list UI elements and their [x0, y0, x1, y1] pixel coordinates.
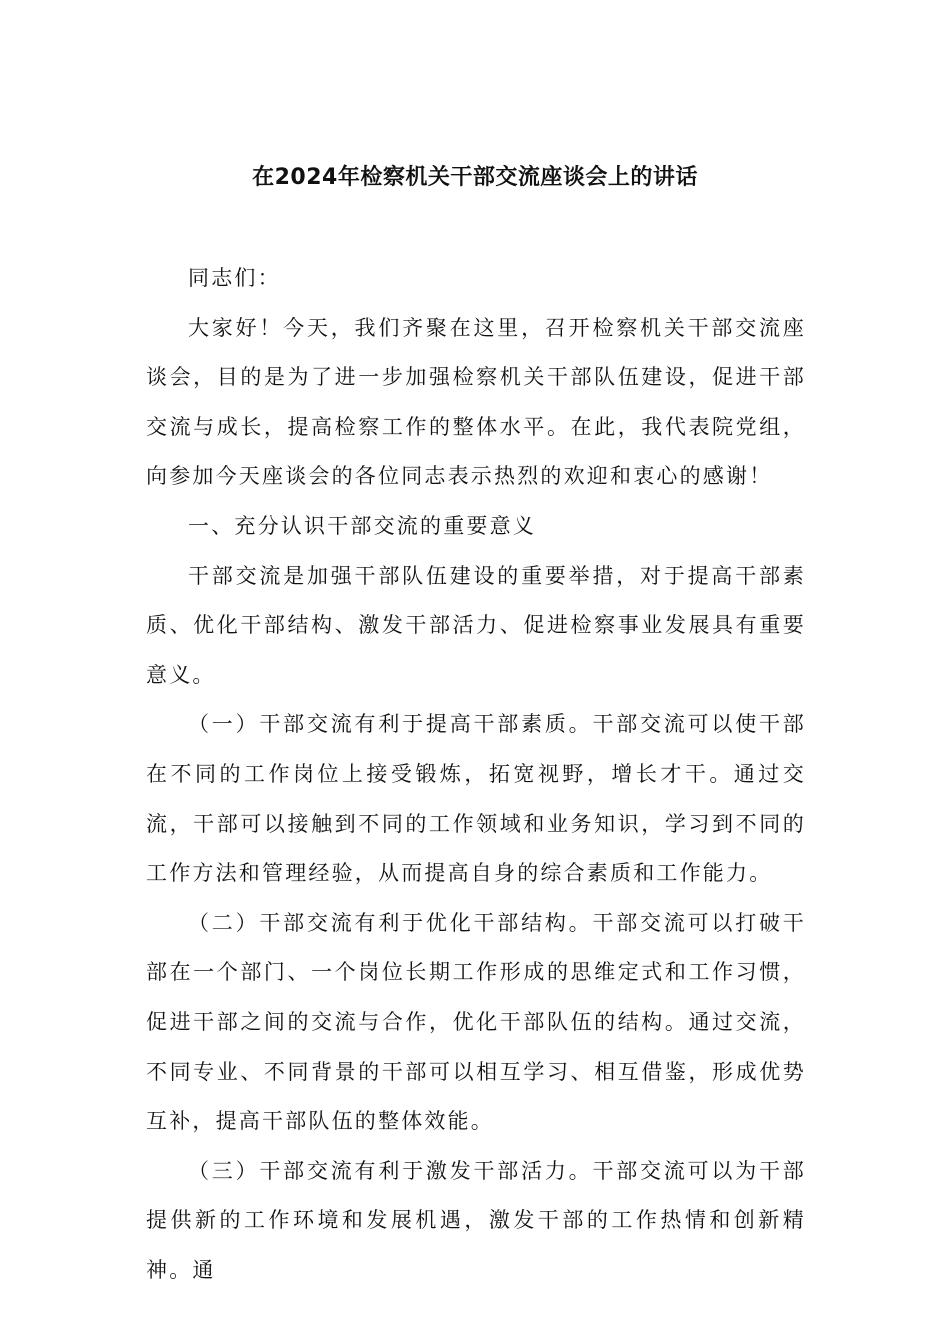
salutation: 同志们： [188, 266, 281, 290]
paragraph-point-2: （二）干部交流有利于优化干部结构。干部交流可以打破干部在一个部门、一个岗位长期工作形成的思维定式和工作习惯，促进干部之间的交流与合作，优化干部队伍的结构。通过交流，不同专业、不同背景的干部可以相互学习、相互借鉴，形成优势互补，提高干部队伍的整体效能。 [146, 910, 806, 1134]
paragraph-greeting: 大家好！今天，我们齐聚在这里，召开检察机关干部交流座谈会，目的是为了进一步加强检察机关干部队伍建设，促进干部交流与成长，提高检察工作的整体水平。在此，我代表院党组，向参加今天座谈会的各位同志表示热烈的欢迎和衷心的感谢！ [146, 315, 806, 489]
paragraph-section-1-intro: 干部交流是加强干部队伍建设的重要举措，对于提高干部素质、优化干部结构、激发干部活力、促进检察事业发展具有重要意义。 [146, 563, 806, 687]
section-heading-1: 一、充分认识干部交流的重要意义 [188, 513, 536, 538]
document-title: 在2024年检察机关干部交流座谈会上的讲话 [252, 165, 698, 190]
paragraph-point-3: （三）干部交流有利于激发干部活力。干部交流可以为干部提供新的工作环境和发展机遇，激发干部的工作热情和创新精神。通 [146, 1158, 806, 1282]
paragraph-point-1: （一）干部交流有利于提高干部素质。干部交流可以使干部在不同的工作岗位上接受锻炼，拓宽视野，增长才干。通过交流，干部可以接触到不同的工作领域和业务知识，学习到不同的工作方法和管理经验，从而提高自身的综合素质和工作能力。 [146, 712, 806, 886]
document-body [146, 254, 806, 1295]
